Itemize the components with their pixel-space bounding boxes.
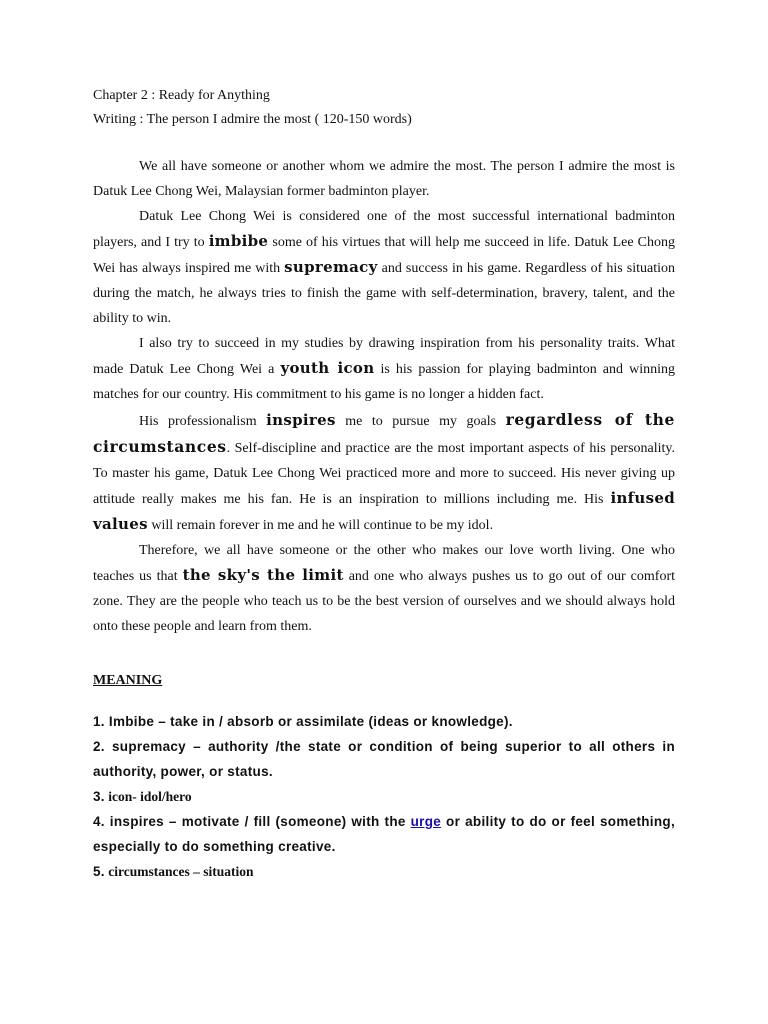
meaning-item-1: 1. Imbibe – take in / absorb or assimilate (ideas or knowledge). [93,714,513,729]
highlight-phrase-circumstances: regardless of the circumstances [93,410,676,456]
essay-paragraph-5: Therefore, we all have someone or the other who makes our love worth living. One who teaches us that the sky's the limit and one who always pushes us to go out of our comfort zone. They are the people who teach us to be the best version of ourselves and we should always hold onto these people and learn from them. [93,543,675,634]
essay-paragraph-2: Datuk Lee Chong Wei is considered one of the most successful international badminton players, and I try to imbibe some of his virtues that will help me succeed in life. Datuk Lee Chong Wei has always inspired me with supremacy and success in his game. Regardless of his situation during the match, he always tries to finish the game with self-determination, bravery, talent, and the ability to win. [93,209,676,326]
meaning-item-3: 3. icon- idol/hero [93,789,192,804]
writing-task: Writing : The person I admire the most ( 120-150 words) [93,112,412,127]
document-page [93,84,675,884]
highlight-word-inspires: inspires [266,411,336,429]
highlight-word-infused-values: infused values [93,489,675,533]
essay-paragraph-4: His professionalism inspires me to pursue my goals regardless of the circumstances. Self-discipline and practice are the most important aspects of his personality. To master his game, Datuk Lee Chong Wei practiced more and more to succeed. His never giving up attitude really makes me his fan. He is an inspiration to millions including me. His infused values will remain forever in me and he will continue to be my idol. [93,410,676,533]
meaning-item-2: 2. supremacy – authority /the state or condition of being superior to all others in authority, power, or status. [93,739,675,779]
essay-paragraph-3: I also try to succeed in my studies by drawing inspiration from his personality traits. What made Datuk Lee Chong Wei a youth icon is his passion for playing badminton and winning matches for our country. His commitment to his game is no longer a hidden fact. [93,336,675,402]
highlight-word-youth-icon: youth icon [280,359,375,377]
urge-link[interactable]: urge [410,814,442,829]
meaning-item-5: 5. circumstances – situation [93,864,254,879]
essay-paragraph-1: We all have someone or another whom we admire the most. The person I admire the most is Datuk Lee Chong Wei, Malaysian former badminton player. [93,159,675,199]
meaning-list [93,709,675,884]
meaning-item-4: 4. inspires – motivate / fill (someone) with the urge or ability to do or feel something, especially to do something creative. [93,814,675,854]
highlight-phrase-sky-limit: the sky's the limit [182,566,344,584]
highlight-word-supremacy: supremacy [284,258,378,276]
highlight-word-imbibe: imbibe [208,232,269,250]
meaning-heading: MEANING [93,673,163,688]
chapter-title: Chapter 2 : Ready for Anything [93,88,270,103]
